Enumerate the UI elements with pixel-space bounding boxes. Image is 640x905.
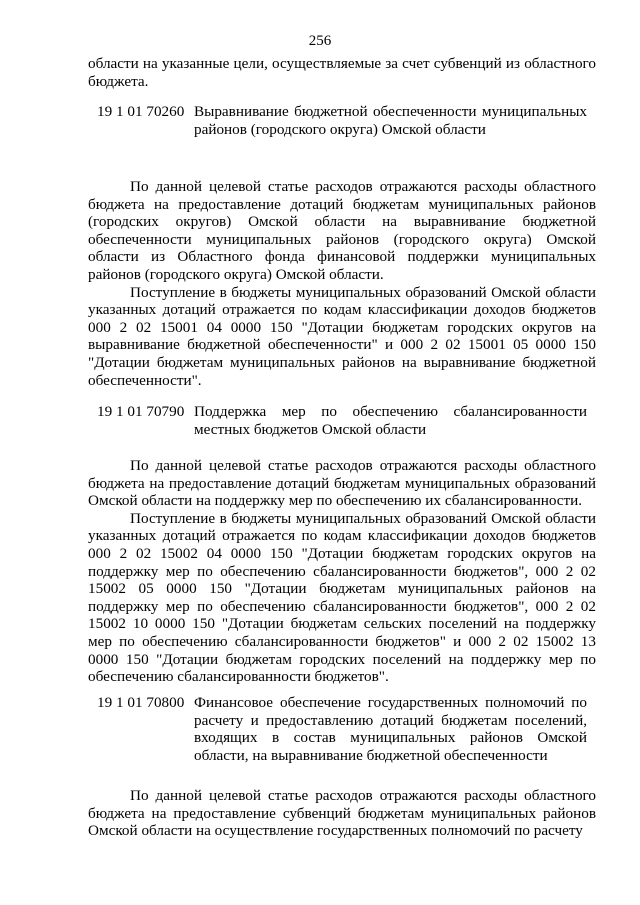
section-2-paragraph-1: По данной целевой статье расходов отражаются расходы областного бюджета на предоставление дотаций бюджетам муниципальных образований Омской области на поддержку мер по обеспечению их сбалансированности.	[88, 457, 596, 510]
section-body-3	[88, 787, 596, 840]
section-3-paragraph-1: По данной целевой статье расходов отражаются расходы областного бюджета на предоставление субвенций бюджетам муниципальных районов Омской области на осуществление государственных полномочий по расчету	[88, 787, 596, 840]
section-code-1: 19 1 01 70260	[97, 103, 185, 120]
section-code-3: 19 1 01 70800	[97, 694, 185, 711]
section-body-2	[88, 457, 596, 686]
section-title-3: Финансовое обеспечение государственных полномочий по расчету и предоставлению дотаций бюджетам поселений, входящих в состав муниципальных районов Омской области, на выравнивание бюджетной обеспеченности	[194, 694, 587, 764]
section-2-paragraph-2: Поступление в бюджеты муниципальных образований Омской области указанных дотаций отражается по кодам классификации доходов бюджетов 000 2 02 15002 04 0000 150 "Дотации бюджетам городских округов на поддержку мер по обеспечению сбалансированности бюджетов", 000 2 02 15002 05 0000 150 "Дотации бюджетам муниципальных районов на поддержку мер по обеспечению сбалансированности бюджетов", 000 2 02 15002 10 0000 150 "Дотации бюджетам сельских поселений на поддержку мер по обеспечению сбалансированности бюджетов" и 000 2 02 15002 13 0000 150 "Дотации бюджетам городских поселений на поддержку мер по обеспечению сбалансированности бюджетов".	[88, 509, 596, 686]
section-body-1	[88, 178, 596, 389]
section-1-paragraph-1: По данной целевой статье расходов отражаются расходы областного бюджета на предоставление дотаций бюджетам муниципальных районов (городских округов) Омской области на выравнивание бюджетной обеспеченности муниципальных районов (городского округа) Омской области из Областного фонда финансовой поддержки муниципальных районов (городского округа) Омской области.	[88, 178, 596, 283]
intro-continuation-block	[88, 55, 596, 90]
intro-continuation: области на указанные цели, осуществляемые за счет субвенций из областного бюджета.	[88, 55, 596, 90]
section-code-2: 19 1 01 70790	[97, 403, 185, 420]
page-number: 256	[308, 33, 332, 49]
section-title-1: Выравнивание бюджетной обеспеченности муниципальных районов (городского округа) Омской области	[194, 103, 587, 138]
section-1-paragraph-2: Поступление в бюджеты муниципальных образований Омской области указанных дотаций отражается по кодам классификации доходов бюджетов 000 2 02 15001 04 0000 150 "Дотации бюджетам городских округов на выравнивание бюджетной обеспеченности" и 000 2 02 15001 05 0000 150 "Дотации бюджетам муниципальных районов на выравнивание бюджетной обеспеченности".	[88, 283, 596, 389]
section-title-2: Поддержка мер по обеспечению сбалансированности местных бюджетов Омской области	[194, 403, 587, 438]
